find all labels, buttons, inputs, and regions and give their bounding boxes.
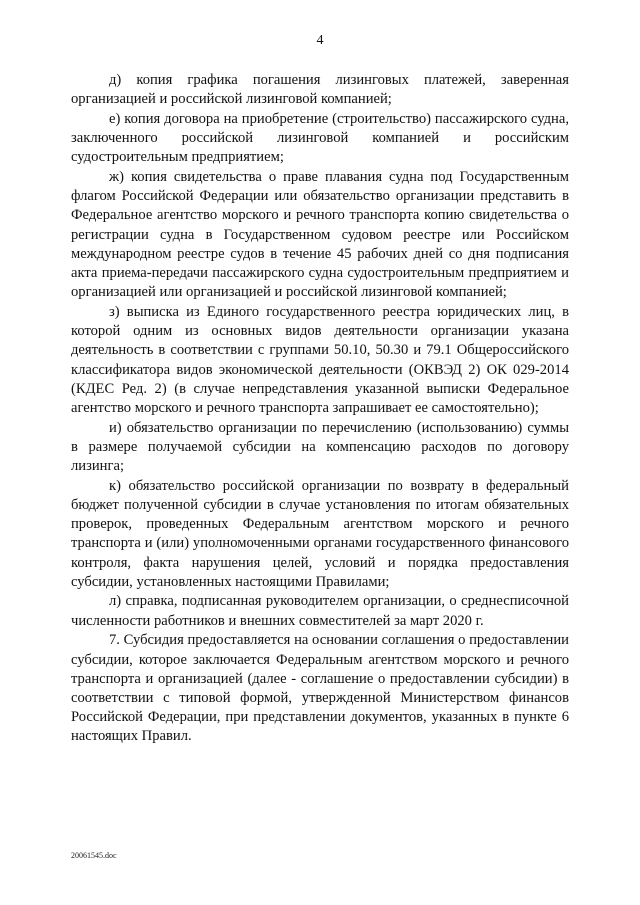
paragraph-item-i: и) обязательство организации по перечислению (использованию) суммы в размере получаемой субсидии на компенсацию расходов по договору лизинга; [71, 419, 569, 475]
paragraph-item-z: з) выписка из Единого государственного реестра юридических лиц, в которой одним из основных видов деятельности организации указана деятельность в соответствии с группами 50.10, 50.30 и 79.1 Общероссийского классификатора видов экономической деятельности (ОКВЭД 2) ОК 029-2014 (КДЕС Ред. 2) (в случае непредставления указанной выписки Федеральное агентство морского и речного транспорта запрашивает ее самостоятельно); [71, 303, 569, 416]
document-body [71, 71, 569, 747]
paragraph-item-d: д) копия графика погашения лизинговых платежей, заверенная организацией и российской лизинговой компанией; [71, 72, 569, 108]
paragraph-item-k: к) обязательство российской организации по возврату в федеральный бюджет полученной субсидии в случае установления по итогам обязательных проверок, проведенных Федеральным агентством морского и речного транспорта и (или) уполномоченными органами государственного финансового контроля, факта нарушения целей, условий и порядка предоставления субсидии, установленных настоящими Правилами; [71, 477, 569, 590]
footer-filename: 20061545.doc [71, 851, 117, 860]
page-number: 4 [316, 33, 324, 48]
paragraph-clause-7: 7. Субсидия предоставляется на основании соглашения о предоставлении субсидии, которое заключается Федеральным агентством морского и речного транспорта и организацией (далее - соглашение о предоставлении субсидии) в соответствии с типовой формой, утвержденной Министерством финансов Российской Федерации, при представлении документов, указанных в пункте 6 настоящих Правил. [71, 632, 569, 745]
paragraph-item-zh: ж) копия свидетельства о праве плавания судна под Государственным флагом Российской Федерации или обязательство организации представить в Федеральное агентство морского и речного транспорта копию свидетельства о регистрации судна в Государственном судовом реестре или Российском международном реестре судов в течение 45 рабочих дней со дня подписания акта приема-передачи пассажирского судна судостроительным предприятием и организацией или организацией и российской лизинговой компанией; [71, 169, 569, 301]
paragraph-item-e: е) копия договора на приобретение (строительство) пассажирского судна, заключенного российской лизинговой компанией и российским судостроительным предприятием; [71, 110, 569, 166]
paragraph-item-l: л) справка, подписанная руководителем организации, о среднесписочной численности работников и внешних совместителей за март 2020 г. [71, 593, 569, 629]
